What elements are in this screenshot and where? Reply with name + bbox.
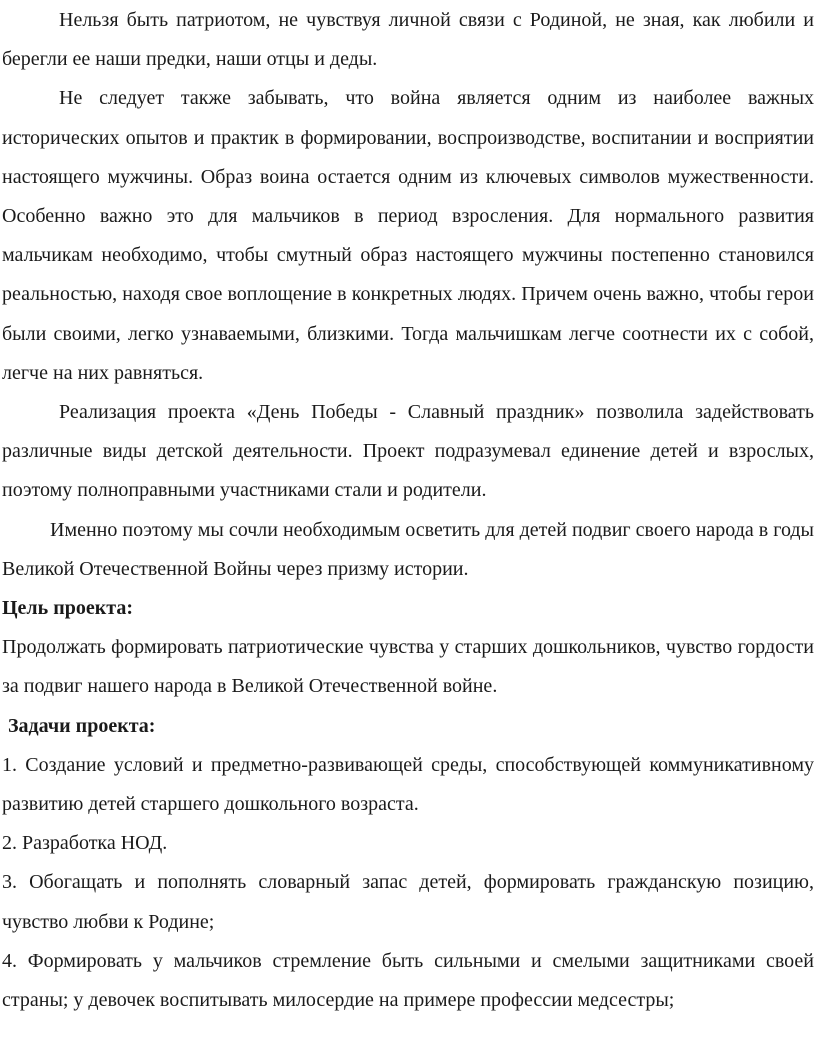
goal-text: Продолжать формировать патриотические чувства у старших дошкольников, чувство гордости за подвиг нашего народа в Великой Отечественной войне.	[2, 636, 814, 698]
task-item-2: 2. Разработка НОД.	[2, 832, 168, 855]
task-item-3: 3. Обогащать и пополнять словарный запас детей, формировать гражданскую позицию, чувство любви к Родине;	[2, 871, 814, 933]
paragraph-history: Именно поэтому мы сочли необходимым осветить для детей подвиг своего народа в годы Великой Отечественной Войны через призму истории.	[2, 518, 814, 580]
task-item-1: 1. Создание условий и предметно-развивающей среды, способствующей коммуникативному развитию детей старшего дошкольного возраста.	[2, 753, 814, 816]
paragraph-war-experience: Не следует также забывать, что война является одним из наиболее важных исторических опытов и практик в формировании, воспроизводстве, воспитании и восприятии настоящего мужчины. Образ воина остается одним из ключевых символов мужественности. Особенно важно это для мальчиков в период взросления. Для нормального развития мальчикам необходимо, чтобы смутный образ настоящего мужчины постепенно становился реальностью, находя свое воплощение в конкретных людях. Причем очень важно, чтобы герои были своими, легко узнаваемыми, близкими. Тогда мальчишкам легче соотнести их с собой, легче на них равняться.	[2, 87, 814, 384]
goal-heading: Цель проекта:	[2, 597, 134, 620]
tasks-heading: Задачи проекта:	[8, 714, 156, 737]
task-item-4: 4. Формировать у мальчиков стремление быть сильными и смелыми защитниками своей страны; у девочек воспитывать милосердие на примере профессии медсестры;	[2, 949, 814, 1012]
paragraph-patriotism: Нельзя быть патриотом, не чувствуя личной связи с Родиной, не зная, как любили и берегли ее наши предки, наши отцы и деды.	[2, 9, 814, 71]
paragraph-project-realization: Реализация проекта «День Победы - Славный праздник» позволила задействовать различные виды детской деятельности. Проект подразумевал единение детей и взрослых, поэтому полноправными участниками стали и родители.	[2, 401, 814, 502]
